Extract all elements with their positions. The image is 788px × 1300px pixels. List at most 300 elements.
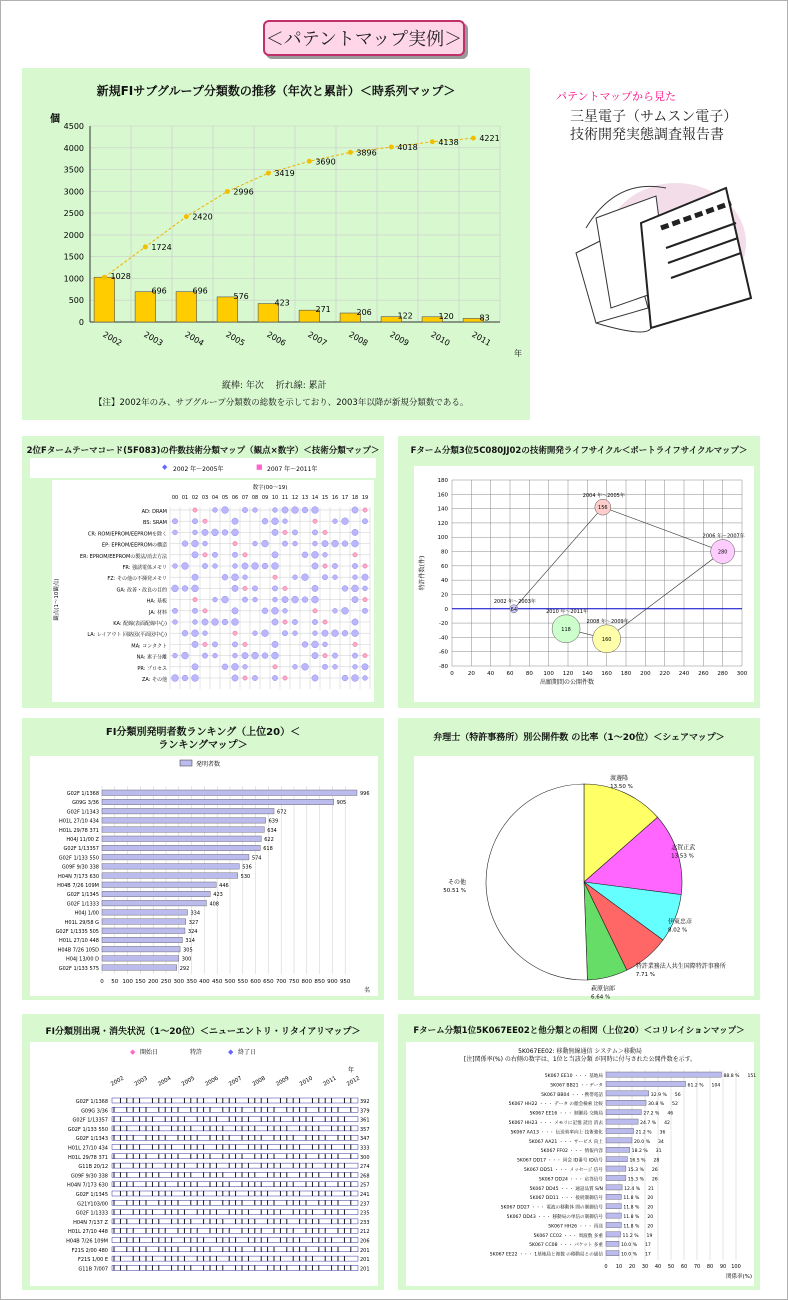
row-timeline bbox=[112, 1210, 358, 1215]
bubble-early bbox=[222, 574, 228, 580]
bubble-early bbox=[242, 563, 248, 569]
bubble-early bbox=[342, 607, 349, 614]
bubble-early bbox=[232, 663, 239, 670]
bubble-early bbox=[192, 585, 199, 592]
bubble-late bbox=[323, 564, 327, 568]
ranking-category-label: G02F 1/1368 bbox=[66, 791, 99, 797]
x-tick-label: 2010 bbox=[429, 329, 452, 348]
bubble-early bbox=[272, 563, 279, 570]
x-tick-label: 300 bbox=[736, 671, 748, 677]
x-tick-label: 2005 bbox=[224, 329, 247, 348]
x-unit-label: 年 bbox=[514, 349, 522, 358]
x-tick-label: 10 bbox=[615, 1264, 623, 1270]
ranking-bar bbox=[102, 808, 274, 814]
x-tick-label: 70 bbox=[693, 1264, 701, 1270]
lifecycle-value-label: 160 bbox=[601, 636, 612, 643]
bubble-late bbox=[363, 597, 367, 601]
bubble-early bbox=[322, 540, 328, 546]
column-tick-label: 07 bbox=[241, 495, 249, 501]
correlation-bar bbox=[606, 1091, 649, 1096]
techmap-chart bbox=[52, 480, 374, 702]
bubble-early bbox=[293, 664, 298, 669]
correlation-bar bbox=[606, 1072, 721, 1077]
ranking-value-label: 634 bbox=[267, 827, 277, 834]
column-tick-label: 11 bbox=[281, 495, 289, 501]
correlation-category-label: 5K067 HH26 ・・・ 再送 bbox=[548, 1224, 603, 1230]
x-tick-label: 250 bbox=[160, 979, 172, 985]
bubble-early bbox=[242, 597, 247, 602]
correlation-bar bbox=[606, 1232, 621, 1237]
book-illustration bbox=[556, 148, 766, 348]
bubble-late bbox=[283, 620, 287, 624]
correlation-category-label: 5K067 BB21 ・・データ bbox=[550, 1083, 603, 1089]
entrymap-plot-area bbox=[30, 1042, 378, 1286]
row-label: ZA: その他 bbox=[141, 677, 167, 683]
bubble-early bbox=[333, 575, 338, 580]
bar-value-label: 120 bbox=[438, 311, 454, 321]
bar-value-label: 1028 bbox=[110, 272, 131, 282]
bubble-early bbox=[362, 519, 367, 524]
correlation-count-label: 26 bbox=[651, 1168, 658, 1173]
techmap-plot-area bbox=[52, 480, 374, 702]
correlation-value-label: 11.2 % bbox=[622, 1233, 639, 1239]
x-tick-label: 100 bbox=[122, 979, 133, 985]
bubble-early bbox=[192, 519, 197, 524]
row-label: H04B 7/26 109M bbox=[66, 1238, 108, 1245]
row-label: H01L 29/78 371 bbox=[67, 1154, 108, 1161]
bubble-late bbox=[203, 609, 207, 613]
cumulative-value-label: 1724 bbox=[151, 242, 172, 252]
bubble-early bbox=[182, 675, 188, 681]
column-tick-label: 12 bbox=[291, 495, 299, 501]
correlation-value-label: 11.8 % bbox=[623, 1224, 640, 1230]
ranking-value-label: 672 bbox=[277, 809, 287, 816]
bubble-early bbox=[232, 675, 238, 681]
pie-slice-value: 8.02 % bbox=[667, 927, 688, 934]
bubble-early bbox=[202, 619, 208, 625]
bubble-late bbox=[283, 586, 287, 590]
x-tick-label: 850 bbox=[314, 979, 325, 985]
lifecycle-panel bbox=[398, 436, 760, 708]
ranking-bar bbox=[102, 873, 238, 879]
bubble-early bbox=[192, 675, 199, 682]
column-tick-label: 00 bbox=[171, 495, 179, 501]
bubble-early bbox=[352, 630, 359, 637]
correlation-bar bbox=[606, 1185, 622, 1190]
bar-value-label: 696 bbox=[192, 286, 208, 296]
x-tick-label: 40 bbox=[487, 671, 495, 677]
bubble-early bbox=[312, 551, 319, 558]
correlation-panel bbox=[398, 1014, 760, 1290]
bubble-early bbox=[222, 596, 229, 603]
cumulative-point bbox=[389, 144, 394, 149]
x-tick-label: 90 bbox=[719, 1264, 727, 1270]
cumulative-value-label: 3419 bbox=[274, 169, 295, 179]
x-tick-label: 280 bbox=[717, 671, 728, 677]
bubble-early bbox=[233, 653, 238, 658]
bubble-late bbox=[193, 508, 197, 512]
bubble-early bbox=[352, 585, 359, 592]
y-tick-label: 80 bbox=[441, 549, 448, 556]
column-tick-label: 16 bbox=[331, 495, 339, 501]
ranking-bar bbox=[102, 928, 185, 934]
row-label: G02F 1/1333 bbox=[75, 1210, 108, 1217]
row-label: G11B 7/007 bbox=[78, 1266, 108, 1273]
y-tick-label: 500 bbox=[68, 296, 84, 306]
cumulative-point bbox=[307, 159, 312, 164]
x-tick-label: 140 bbox=[582, 671, 593, 677]
correlation-count-label: 19 bbox=[646, 1233, 653, 1239]
bubble-late bbox=[363, 508, 367, 512]
bubble-early bbox=[182, 630, 188, 636]
bubble-early bbox=[302, 507, 308, 513]
bubble-early bbox=[232, 552, 237, 557]
lifecycle-value-label: 64 bbox=[510, 606, 518, 613]
legend-start-marker: ◆ bbox=[130, 1048, 136, 1056]
bubble-early bbox=[232, 608, 238, 614]
y-tick-label: 3000 bbox=[63, 187, 84, 197]
x-tick-label: 2009 bbox=[388, 329, 411, 348]
column-tick-label: 14 bbox=[311, 495, 319, 501]
bubble-early bbox=[193, 530, 198, 535]
row-value-label: 357 bbox=[360, 1126, 370, 1133]
cumulative-value-label: 2420 bbox=[192, 212, 213, 222]
x-tick-label: 2003 bbox=[142, 329, 165, 348]
lifecycle-period-label: 2006 年〜2007年 bbox=[702, 533, 745, 540]
ranking-category-label: H01L 29/78 371 bbox=[58, 827, 99, 834]
correlation-count-label: 26 bbox=[651, 1177, 658, 1183]
bubble-early bbox=[272, 675, 277, 680]
bubble-early bbox=[222, 507, 229, 514]
bubble-early bbox=[212, 552, 217, 557]
y-tick-label: 2500 bbox=[63, 209, 84, 219]
bubble-late bbox=[323, 530, 327, 534]
bubble-early bbox=[182, 585, 188, 591]
row-label: H01L 27/10 434 bbox=[67, 1145, 108, 1152]
bubble-late bbox=[283, 676, 287, 680]
bubble-early bbox=[313, 541, 318, 546]
row-value-label: 241 bbox=[360, 1192, 370, 1198]
techmap-legend-area: ◆ 2002 年〜2005年 ■ 2007 年〜2011年 bbox=[30, 458, 376, 478]
bubble-early bbox=[292, 596, 299, 603]
ranking-category-label: G09F 9/30 338 bbox=[61, 864, 99, 871]
timeseries-panel bbox=[22, 68, 530, 420]
bubble-early bbox=[192, 552, 198, 558]
x-axis-label: 関係率(%) bbox=[726, 1274, 753, 1280]
x-axis-label: 出願期間の公開件数 bbox=[539, 679, 595, 686]
pie-slice-value: 13.50 % bbox=[610, 783, 633, 790]
row-timeline bbox=[112, 1219, 358, 1224]
correlation-bar bbox=[606, 1157, 627, 1162]
ranking-category-label: H04N 7/173 630 bbox=[58, 873, 99, 880]
row-timeline bbox=[112, 1117, 358, 1122]
x-tick-label: 2006 bbox=[204, 1075, 220, 1088]
cumulative-value-label: 2996 bbox=[233, 187, 254, 197]
correlation-bar bbox=[606, 1241, 619, 1246]
correlation-value-label: 10.0 % bbox=[621, 1243, 638, 1249]
legend-patent-label: 特許 bbox=[190, 1049, 203, 1056]
bar-value-label: 206 bbox=[356, 308, 372, 318]
ranking-category-label: G09G 3/36 bbox=[72, 800, 99, 807]
correlation-category-label: 5K067 EE22 ・・・ 1基地局と複数 の移動局との通信 bbox=[489, 1252, 603, 1258]
ranking-bar bbox=[102, 818, 266, 824]
y-tick-label: 1500 bbox=[63, 252, 84, 262]
bubble-early bbox=[322, 630, 328, 636]
bubble-early bbox=[282, 507, 288, 513]
bubble-early bbox=[262, 563, 268, 569]
bubble-early bbox=[172, 608, 177, 613]
row-timeline bbox=[112, 1126, 358, 1131]
bubble-late bbox=[193, 597, 197, 601]
correlation-category-label: 5K067 DD45 ・・・ 通話品質 S/N bbox=[529, 1186, 603, 1192]
y-tick-label: 40 bbox=[441, 578, 448, 585]
legend-end-marker: ◆ bbox=[228, 1048, 234, 1056]
row-value-label: 347 bbox=[360, 1136, 370, 1143]
correlation-count-label: 42 bbox=[664, 1121, 670, 1126]
bubble-early bbox=[302, 597, 308, 603]
bubble-early bbox=[272, 518, 279, 525]
column-tick-label: 15 bbox=[321, 495, 329, 501]
x-tick-label: 950 bbox=[339, 979, 351, 985]
ranking-value-label: 536 bbox=[242, 864, 252, 871]
x-tick-label: 600 bbox=[250, 979, 261, 985]
correlation-value-label: 30.8 % bbox=[648, 1102, 665, 1108]
bubble-early bbox=[282, 541, 287, 546]
correlation-bar bbox=[606, 1147, 630, 1152]
row-value-label: 274 bbox=[360, 1164, 370, 1171]
bubble-early bbox=[203, 541, 208, 546]
row-value-label: 392 bbox=[360, 1099, 370, 1105]
ranking-value-label: 327 bbox=[188, 919, 199, 926]
correlation-value-label: 20.0 % bbox=[634, 1139, 651, 1145]
bubble-early bbox=[262, 630, 269, 637]
ranking-bar bbox=[102, 854, 249, 860]
x-tick-label: 200 bbox=[640, 671, 651, 677]
bubble-early bbox=[352, 507, 358, 513]
bubble-early bbox=[253, 541, 258, 546]
report-title-block bbox=[556, 88, 766, 348]
ranking-category-label: H01L 27/10 448 bbox=[58, 938, 99, 945]
bubble-early bbox=[213, 564, 218, 569]
bubble-early bbox=[302, 641, 308, 647]
bubble-early bbox=[252, 586, 257, 591]
lifecycle-title: Fターム分類3位5C080JJ02の技術開発ライフサイクル＜ポートライフサイクルマップ＞ bbox=[410, 446, 748, 456]
correlation-count-label: 20 bbox=[647, 1196, 654, 1202]
correlation-value-label: 61.2 % bbox=[687, 1083, 704, 1089]
correlation-category-label: 5K067 DD51 ・・・ メッセージ 信号 bbox=[523, 1168, 603, 1173]
bubble-early bbox=[262, 518, 268, 524]
bar-value-label: 696 bbox=[151, 286, 167, 296]
bubble-early bbox=[352, 653, 357, 658]
share-plot-area bbox=[414, 756, 754, 1001]
bubble-early bbox=[273, 508, 278, 513]
correlation-sub2: [注]関係率(%) の右側の数字は、1位と当該分類 が同時に付与された公開件数を示す。 bbox=[463, 1056, 697, 1063]
row-label: H04N 7/137 Z bbox=[73, 1219, 108, 1226]
x-tick-label: 750 bbox=[288, 979, 300, 985]
x-unit-label: 名 bbox=[364, 987, 371, 994]
bubble-early bbox=[202, 563, 207, 568]
bubble-early bbox=[232, 585, 238, 591]
techmap-legend2: 2007 年〜2011年 bbox=[267, 466, 318, 473]
row-label: G02F 1/13357 bbox=[72, 1117, 108, 1124]
x-tick-label: 800 bbox=[301, 979, 313, 985]
bubble-early bbox=[293, 575, 298, 580]
cumulative-value-label: 3896 bbox=[356, 148, 377, 158]
pie-slice-label: 特許業務法人共生国際特許事務所 bbox=[635, 963, 726, 971]
bubble-early bbox=[292, 530, 297, 535]
ranking-bar bbox=[102, 882, 216, 888]
column-tick-label: 06 bbox=[231, 495, 239, 501]
bubble-early bbox=[192, 608, 197, 613]
x-tick-label: 2011 bbox=[470, 329, 493, 348]
y-tick-label: 3500 bbox=[63, 165, 84, 175]
correlation-bar bbox=[606, 1251, 619, 1256]
bubble-early bbox=[342, 630, 348, 636]
bubble-early bbox=[312, 652, 318, 658]
row-timeline bbox=[112, 1182, 358, 1187]
bubble-early bbox=[313, 631, 318, 636]
pie-slice bbox=[486, 784, 587, 980]
bubble-early bbox=[262, 540, 269, 547]
ranking-value-label: 618 bbox=[263, 846, 273, 853]
correlation-bar bbox=[606, 1110, 641, 1115]
x-tick-label: 2012 bbox=[346, 1075, 362, 1088]
x-tick-label: 0 bbox=[604, 1264, 608, 1270]
row-label: ER: EPROM/EEPROMの製法/消去方法 bbox=[79, 553, 167, 560]
x-tick-label: 300 bbox=[173, 979, 185, 985]
row-label: H01L 27/10 448 bbox=[67, 1229, 108, 1236]
row-value-label: 333 bbox=[360, 1145, 370, 1152]
ranking-value-label: 334 bbox=[190, 910, 201, 917]
bubble-late bbox=[313, 609, 317, 613]
column-tick-label: 17 bbox=[341, 495, 349, 501]
x-tick-label: 0 bbox=[450, 671, 454, 677]
correlation-value-label: 11.8 % bbox=[623, 1205, 640, 1211]
correlation-category-label: 5K067 HH22 ・・・ データ の顔会検索 比較 bbox=[508, 1102, 603, 1108]
correlation-chart bbox=[406, 1042, 757, 1286]
bubble-early bbox=[252, 563, 259, 570]
x-tick-label: 2004 bbox=[183, 329, 206, 348]
ranking-value-label: 574 bbox=[251, 855, 262, 862]
y-tick-label: 60 bbox=[441, 563, 448, 570]
row-label: PR: プロセス bbox=[137, 665, 167, 672]
bubble-early bbox=[312, 596, 319, 603]
row-value-label: 361 bbox=[360, 1117, 370, 1124]
bubble-early bbox=[202, 653, 207, 658]
row-value-label: 201 bbox=[360, 1257, 370, 1264]
ranking-category-label: H01L 27/10 434 bbox=[58, 818, 99, 825]
ranking-value-label: 305 bbox=[183, 947, 193, 954]
lifecycle-value-label: 280 bbox=[717, 549, 728, 556]
pie-slice-label: 萩原信郎 bbox=[591, 985, 616, 993]
row-label: G11B 20/12 bbox=[78, 1164, 108, 1171]
row-value-label: 257 bbox=[360, 1182, 370, 1189]
row-timeline bbox=[112, 1228, 358, 1233]
y-tick-label: 20 bbox=[441, 592, 448, 599]
entrymap-chart bbox=[30, 1042, 378, 1286]
y-tick-label: 120 bbox=[437, 520, 448, 527]
bubble-early bbox=[352, 563, 357, 568]
row-label: F21S 2/00 480 bbox=[71, 1247, 108, 1254]
bubble-early bbox=[362, 574, 368, 580]
correlation-category-label: 5K067 EE16 ・・・ 制御局 交換局 bbox=[529, 1111, 603, 1117]
bubble-early bbox=[232, 619, 239, 626]
ranking-title-text: FI分類別発明者数ランキング（上位20）＜ランキングマップ＞ bbox=[105, 727, 301, 751]
row-value-label: 201 bbox=[360, 1266, 370, 1273]
bubble-late bbox=[273, 575, 277, 579]
correlation-bar bbox=[606, 1119, 638, 1124]
row-label: F21S 1/00 E bbox=[78, 1257, 108, 1264]
bubble-early bbox=[332, 630, 339, 637]
bubble-early bbox=[262, 653, 268, 659]
correlation-category-label: 5K067 CC08 ・・・ パケット 多重 bbox=[529, 1243, 603, 1249]
x-tick-label: 20 bbox=[467, 671, 475, 677]
ranking-bar bbox=[102, 937, 182, 943]
ranking-value-label: 622 bbox=[264, 837, 274, 843]
bar-value-label: 122 bbox=[397, 311, 413, 321]
correlation-sub1: 5K067EE02: 移動無線通信 システム＞移動局 bbox=[518, 1048, 642, 1055]
ranking-bar bbox=[102, 836, 261, 842]
bubble-early bbox=[272, 619, 278, 625]
row-label: JA: 材料 bbox=[149, 609, 167, 616]
row-value-label: 237 bbox=[360, 1201, 370, 1208]
y-tick-label: 180 bbox=[437, 478, 448, 484]
cumulative-value-label: 3690 bbox=[315, 157, 336, 167]
correlation-value-label: 88.8 % bbox=[723, 1074, 740, 1079]
correlation-value-label: 21.2 % bbox=[635, 1130, 652, 1136]
row-value-label: 379 bbox=[360, 1108, 370, 1115]
row-label: LA: レイアウト 回路図(平面図中心) bbox=[87, 632, 167, 639]
bubble-late bbox=[353, 642, 357, 646]
correlation-bar bbox=[606, 1175, 626, 1180]
correlation-bar bbox=[606, 1166, 626, 1171]
bubble-early bbox=[353, 575, 358, 580]
page-title: ＜パテントマップ実例＞ bbox=[263, 20, 465, 56]
bubble-early bbox=[232, 529, 239, 536]
correlation-count-label: 56 bbox=[674, 1092, 681, 1098]
ranking-value-label: 996 bbox=[359, 791, 370, 797]
row-label: G09G 3/36 bbox=[81, 1108, 108, 1115]
bubble-early bbox=[333, 664, 338, 669]
correlation-count-label: 46 bbox=[667, 1111, 674, 1117]
entrymap-title: FI分類別出現・消失状況（1〜20位）＜ニューエントリ・リタイアリマップ＞ bbox=[45, 1027, 361, 1037]
cumulative-point bbox=[430, 139, 435, 144]
x-tick-label: 2002 bbox=[110, 1075, 126, 1088]
ranking-value-label: 292 bbox=[179, 965, 190, 972]
row-label: FR: 強誘電体メモリ bbox=[122, 565, 167, 571]
row-timeline bbox=[112, 1191, 358, 1196]
correlation-bar bbox=[606, 1128, 634, 1133]
bubble-early bbox=[172, 519, 177, 524]
correlation-value-label: 11.8 % bbox=[623, 1196, 640, 1202]
cumulative-value-label: 4221 bbox=[479, 134, 500, 144]
bubble-early bbox=[173, 530, 178, 535]
row-value-label: 233 bbox=[360, 1219, 370, 1226]
ranking-bar bbox=[102, 919, 186, 925]
column-tick-label: 01 bbox=[181, 495, 189, 501]
correlation-value-label: 15.3 % bbox=[627, 1177, 644, 1183]
bubble-late bbox=[323, 653, 327, 657]
column-tick-label: 04 bbox=[211, 495, 219, 501]
row-label: GA: 改善・改良の目的 bbox=[116, 587, 167, 594]
row-label: NA: 素子分離 bbox=[136, 654, 167, 661]
correlation-category-label: 5K067 DD17 ・・・ 同会 ID番号 ID信号 bbox=[516, 1158, 603, 1164]
bubble-early bbox=[193, 620, 198, 625]
bubble-early bbox=[212, 529, 219, 536]
column-tick-label: 02 bbox=[191, 495, 199, 501]
pie-slice-value: 6.64 % bbox=[591, 994, 611, 1001]
correlation-count-label: 20 bbox=[647, 1205, 654, 1211]
